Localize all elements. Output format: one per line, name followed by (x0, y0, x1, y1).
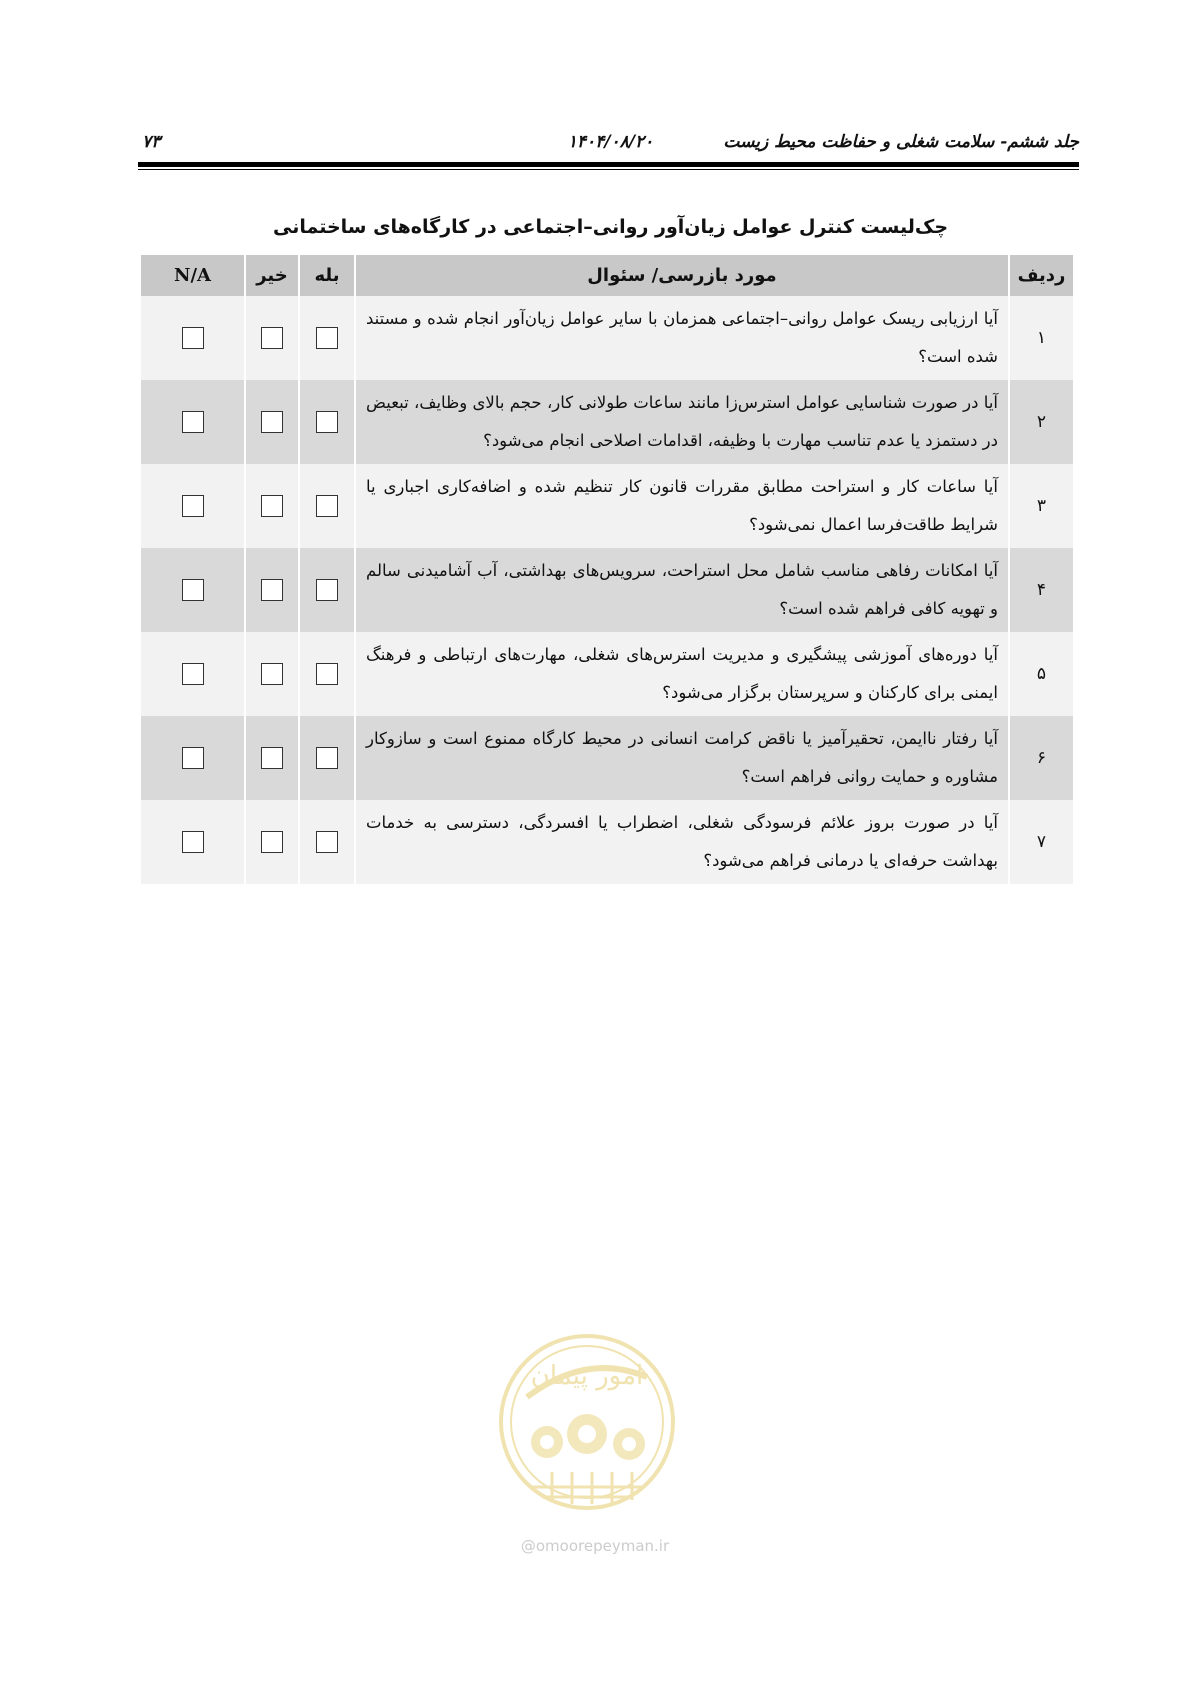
cell-yes (299, 800, 355, 884)
row-number: ۴ (1009, 548, 1073, 632)
yes-checkbox[interactable] (316, 747, 338, 769)
question-text: آیا در صورت بروز علائم فرسودگی شغلی، اضطراب یا افسردگی، دسترسی به خدمات بهداشت حرفه‌ای یا درمانی فراهم می‌شود؟ (355, 800, 1009, 884)
question-text: آیا رفتار ناایمن، تحقیرآمیز یا ناقض کرامت انسانی در محیط کارگاه ممنوع است و سازوکار مشاوره و حمایت روانی فراهم است؟ (355, 716, 1009, 800)
cell-no (245, 464, 299, 548)
page-number: ۷۳ (142, 132, 161, 152)
document-title: چک‌لیست کنترل عوامل زیان‌آور روانی–اجتماعی در کارگاه‌های ساختمانی (272, 216, 949, 238)
cell-yes (299, 716, 355, 800)
table-row (141, 296, 1073, 380)
cell-yes (299, 632, 355, 716)
row-number: ۷ (1009, 800, 1073, 884)
cell-na (141, 548, 245, 632)
cell-no (245, 800, 299, 884)
na-checkbox[interactable] (182, 327, 204, 349)
header-rule-thick (138, 162, 1079, 167)
cell-na (141, 380, 245, 464)
no-checkbox[interactable] (261, 411, 283, 433)
watermark-url: @omoorepeyman.ir (520, 1537, 670, 1555)
row-number: ۲ (1009, 380, 1073, 464)
cell-no (245, 548, 299, 632)
yes-checkbox[interactable] (316, 495, 338, 517)
col-header-row-number: ردیف (1009, 255, 1073, 296)
na-checkbox[interactable] (182, 579, 204, 601)
header-rule-thin (138, 169, 1079, 170)
table-row (141, 632, 1073, 716)
row-number: ۶ (1009, 716, 1073, 800)
cell-no (245, 632, 299, 716)
table-row (141, 380, 1073, 464)
question-text: آیا دوره‌های آموزشی پیشگیری و مدیریت استرس‌های شغلی، مهارت‌های ارتباطی و فرهنگ ایمنی برای کارکنان و سرپرستان برگزار می‌شود؟ (355, 632, 1009, 716)
no-checkbox[interactable] (261, 495, 283, 517)
yes-checkbox[interactable] (316, 411, 338, 433)
question-text: آیا در صورت شناسایی عوامل استرس‌زا مانند ساعات طولانی کار، حجم بالای وظایف، تبعیض در دستمزد یا عدم تناسب مهارت با وظیفه، اقدامات اصلاحی انجام می‌شود؟ (355, 380, 1009, 464)
volume-title: جلد ششم- سلامت شغلی و حفاظت محیط زیست (723, 132, 1079, 152)
yes-checkbox[interactable] (316, 663, 338, 685)
row-number: ۳ (1009, 464, 1073, 548)
col-header-question: مورد بازرسی/ سئوال (355, 255, 1009, 296)
yes-checkbox[interactable] (316, 327, 338, 349)
na-checkbox[interactable] (182, 747, 204, 769)
question-text: آیا ارزیابی ریسک عوامل روانی–اجتماعی همزمان با سایر عوامل زیان‌آور انجام شده و مستند شده است؟ (355, 296, 1009, 380)
cell-yes (299, 380, 355, 464)
no-checkbox[interactable] (261, 579, 283, 601)
table-header-row (141, 255, 1073, 296)
cell-na (141, 464, 245, 548)
col-header-no: خیر (245, 255, 299, 296)
cell-no (245, 380, 299, 464)
watermark-logo (487, 1322, 687, 1552)
na-checkbox[interactable] (182, 831, 204, 853)
page-header (142, 126, 1079, 156)
cell-na (141, 632, 245, 716)
col-header-na: N/A (174, 265, 211, 286)
na-checkbox[interactable] (182, 663, 204, 685)
table-row (141, 716, 1073, 800)
cell-no (245, 296, 299, 380)
cell-no (245, 716, 299, 800)
question-text: آیا ساعات کار و استراحت مطابق مقررات قانون کار تنظیم شده و اضافه‌کاری اجباری یا شرایط طاقت‌فرسا اعمال نمی‌شود؟ (355, 464, 1009, 548)
table-row (141, 548, 1073, 632)
table-row (141, 800, 1073, 884)
col-header-yes: بله (299, 255, 355, 296)
header-date: ۱۴۰۴/۰۸/۲۰ (567, 132, 654, 152)
table-row (141, 464, 1073, 548)
yes-checkbox[interactable] (316, 579, 338, 601)
no-checkbox[interactable] (261, 327, 283, 349)
checklist-table (141, 255, 1073, 884)
watermark-logo-text: امور پیمان (530, 1361, 644, 1391)
no-checkbox[interactable] (261, 831, 283, 853)
na-checkbox[interactable] (182, 495, 204, 517)
row-number: ۵ (1009, 632, 1073, 716)
na-checkbox[interactable] (182, 411, 204, 433)
cell-na (141, 800, 245, 884)
cell-na (141, 296, 245, 380)
row-number: ۱ (1009, 296, 1073, 380)
cell-na (141, 716, 245, 800)
cell-yes (299, 464, 355, 548)
cell-yes (299, 548, 355, 632)
no-checkbox[interactable] (261, 747, 283, 769)
question-text: آیا امکانات رفاهی مناسب شامل محل استراحت، سرویس‌های بهداشتی، آب آشامیدنی سالم و تهویه کافی فراهم شده است؟ (355, 548, 1009, 632)
no-checkbox[interactable] (261, 663, 283, 685)
cell-yes (299, 296, 355, 380)
yes-checkbox[interactable] (316, 831, 338, 853)
